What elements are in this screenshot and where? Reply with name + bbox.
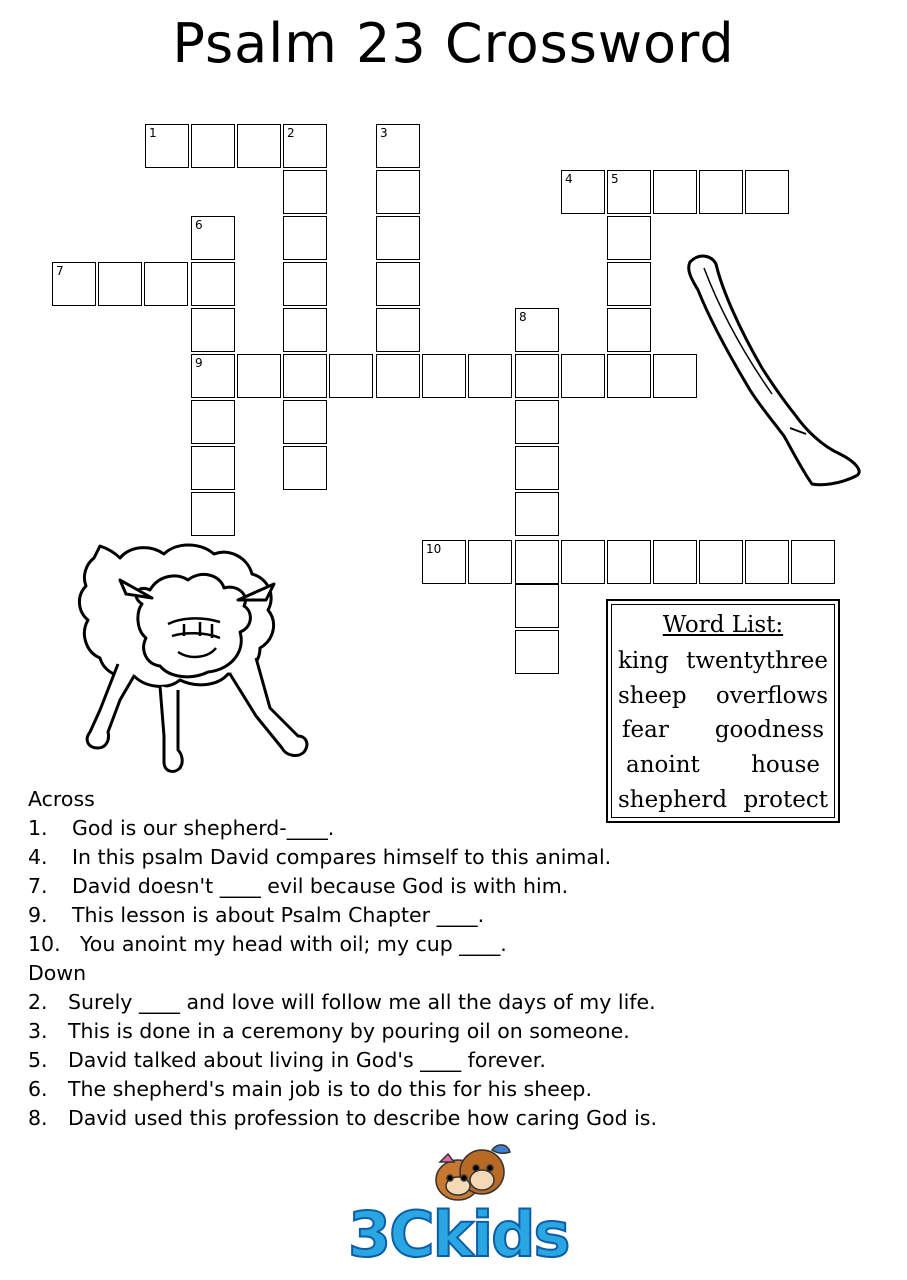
clue-number: 7 xyxy=(56,264,64,278)
clue-num: 5. xyxy=(28,1048,48,1072)
logo-text: 3Ckids xyxy=(348,1198,569,1271)
clue-number: 9 xyxy=(195,356,203,370)
clue-num: 4. xyxy=(28,845,48,869)
cell-8-down[interactable] xyxy=(515,308,559,352)
clue-text: God is our shepherd-____. xyxy=(72,816,335,840)
cell[interactable] xyxy=(191,446,235,490)
cell-2-down[interactable] xyxy=(283,124,327,168)
cell[interactable] xyxy=(515,400,559,444)
word-list-item: sheep xyxy=(618,683,687,709)
word-list-item: protect xyxy=(743,787,828,813)
clue-number: 10 xyxy=(426,542,442,556)
clue-item xyxy=(28,1075,788,1104)
word-list-row xyxy=(618,683,828,709)
clue-num: 9. xyxy=(28,903,48,927)
cell[interactable] xyxy=(376,308,420,352)
word-list-item: twentythree xyxy=(686,648,828,674)
clue-number: 4 xyxy=(565,172,573,186)
cell[interactable] xyxy=(422,354,466,398)
clue-text: In this psalm David compares himself to this animal. xyxy=(72,845,612,869)
clue-item xyxy=(28,901,788,930)
clue-num: 7. xyxy=(28,874,48,898)
clues-section xyxy=(28,785,788,1133)
word-list-row xyxy=(622,717,824,743)
clue-item xyxy=(28,872,788,901)
clue-item xyxy=(28,930,788,959)
clue-num: 2. xyxy=(28,990,48,1014)
cell-10-across[interactable] xyxy=(422,540,466,584)
word-list-row xyxy=(618,648,828,674)
clue-number: 8 xyxy=(519,310,527,324)
clue-item xyxy=(28,988,788,1017)
clue-text: This is done in a ceremony by pouring oil on someone. xyxy=(68,1019,630,1043)
clue-number: 2 xyxy=(287,126,295,140)
word-list-item: goodness xyxy=(714,717,824,743)
cell[interactable] xyxy=(237,354,281,398)
cell[interactable] xyxy=(653,540,697,584)
cell[interactable] xyxy=(283,400,327,444)
cell[interactable] xyxy=(376,262,420,306)
cell[interactable] xyxy=(376,170,420,214)
cell-1-across[interactable] xyxy=(145,124,189,168)
cell[interactable] xyxy=(561,540,605,584)
clue-num: 6. xyxy=(28,1077,48,1101)
clue-num: 10. xyxy=(28,932,61,956)
clue-text: The shepherd's main job is to do this for his sheep. xyxy=(68,1077,592,1101)
word-list-row xyxy=(626,752,820,778)
sheep-illustration xyxy=(60,540,340,790)
clue-text: David talked about living in God's ____ forever. xyxy=(68,1048,546,1072)
cell[interactable] xyxy=(98,262,142,306)
cell[interactable] xyxy=(283,216,327,260)
clue-number: 3 xyxy=(380,126,388,140)
word-list-item: anoint xyxy=(626,752,700,778)
word-list-item: fear xyxy=(622,717,669,743)
cell[interactable] xyxy=(191,262,235,306)
clue-text: This lesson is about Psalm Chapter ____. xyxy=(72,903,485,927)
across-heading: Across xyxy=(28,787,95,811)
cell[interactable] xyxy=(191,124,235,168)
clue-number: 5 xyxy=(611,172,619,186)
cell[interactable] xyxy=(515,540,559,584)
cell[interactable] xyxy=(329,354,373,398)
cell-4-across[interactable] xyxy=(561,170,605,214)
cell[interactable] xyxy=(376,216,420,260)
cell[interactable] xyxy=(191,492,235,536)
cell[interactable] xyxy=(283,170,327,214)
cell[interactable] xyxy=(283,308,327,352)
cell[interactable] xyxy=(191,308,235,352)
cell[interactable] xyxy=(515,492,559,536)
clue-item xyxy=(28,1046,788,1075)
word-list-item: house xyxy=(751,752,820,778)
word-list-title: Word List: xyxy=(662,612,784,638)
clue-number: 1 xyxy=(149,126,157,140)
clue-text: David used this profession to describe how caring God is. xyxy=(68,1106,657,1130)
clue-item xyxy=(28,1017,788,1046)
cell[interactable] xyxy=(791,540,835,584)
cell[interactable] xyxy=(699,540,743,584)
cell[interactable] xyxy=(237,124,281,168)
3ckids-logo xyxy=(340,1140,580,1275)
cell[interactable] xyxy=(283,446,327,490)
staff-illustration xyxy=(680,250,870,490)
clue-item xyxy=(28,1104,788,1133)
cell[interactable] xyxy=(283,354,327,398)
cell[interactable] xyxy=(515,630,559,674)
cell[interactable] xyxy=(607,354,651,398)
cell-7-across[interactable] xyxy=(52,262,96,306)
cell[interactable] xyxy=(607,216,651,260)
page-title: Psalm 23 Crossword xyxy=(172,12,735,75)
clue-num: 3. xyxy=(28,1019,48,1043)
cell[interactable] xyxy=(376,354,420,398)
cell-6-down[interactable] xyxy=(191,216,235,260)
clue-item xyxy=(28,843,788,872)
cell[interactable] xyxy=(191,400,235,444)
clue-text: You anoint my head with oil; my cup ____. xyxy=(80,932,507,956)
clue-num: 8. xyxy=(28,1106,48,1130)
cell-5-down[interactable] xyxy=(607,170,651,214)
word-list-item: king xyxy=(618,648,669,674)
clue-number: 6 xyxy=(195,218,203,232)
cell[interactable] xyxy=(745,540,789,584)
cell[interactable] xyxy=(607,308,651,352)
down-heading: Down xyxy=(28,961,87,985)
cell[interactable] xyxy=(607,262,651,306)
cell[interactable] xyxy=(144,262,188,306)
clue-text: Surely ____ and love will follow me all the days of my life. xyxy=(68,990,656,1014)
cell[interactable] xyxy=(515,584,559,628)
cell-9-across[interactable] xyxy=(191,354,235,398)
cell[interactable] xyxy=(561,354,605,398)
cell[interactable] xyxy=(515,354,559,398)
clue-num: 1. xyxy=(28,816,48,840)
cell[interactable] xyxy=(515,446,559,490)
cell[interactable] xyxy=(607,540,651,584)
cell[interactable] xyxy=(699,170,743,214)
cell[interactable] xyxy=(468,540,512,584)
word-list-item: overflows xyxy=(715,683,828,709)
word-list-item: shepherd xyxy=(618,787,728,813)
cell-3-down[interactable] xyxy=(376,124,420,168)
clue-item xyxy=(28,814,788,843)
cell[interactable] xyxy=(745,170,789,214)
clue-text: David doesn't ____ evil because God is with him. xyxy=(72,874,569,898)
cell[interactable] xyxy=(468,354,512,398)
cell[interactable] xyxy=(653,170,697,214)
cell[interactable] xyxy=(283,262,327,306)
